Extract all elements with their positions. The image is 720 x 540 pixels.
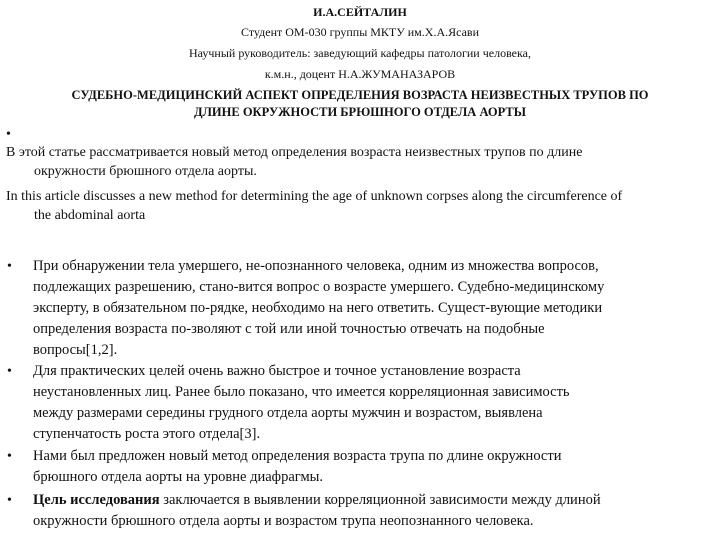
list-item-line: ступенчатость роста этого отдела[3]. [33,426,261,442]
list-item-line-rest: заключается в выявлении корреляционной зависимости между длиной [159,492,601,508]
list-item-line: брюшного отдела аорты на уровне диафрагмы. [33,469,324,485]
bullet-icon: • [7,449,12,464]
list-item-line: эксперту, в обязательном по-рядке, необходимо на него ответить. Сущест-вующие методики [33,300,603,316]
list-item-line [33,490,717,511]
list-item-text [33,361,717,445]
research-goal-label: Цель исследования [33,492,160,508]
article-title-line-2: ДЛИНЕ ОКРУЖНОСТИ БРЮШНОГО ОТДЕЛА АОРТЫ [194,105,526,119]
list-item-line: неустановленных лиц. Ранее было показано, что имеется корреляционная зависимость [33,384,570,400]
list-item-line: Для практических целей очень важно быстрое и точное установление возраста [33,363,521,379]
list-item-line: Нами был предложен новый метод определения возраста трупа по длине окружности [33,448,562,464]
list-item-text [33,446,717,488]
article-title [0,87,720,121]
list-item-line: подлежащих разрешению, стано-вится вопрос о возрасте умершего. Судебно-медицинскому [33,279,605,295]
bullet-icon: • [7,364,12,379]
bullet-icon: • [7,493,12,508]
list-item-text [33,490,717,532]
abstract-english-line-2: the abdominal aorta [34,208,146,223]
abstract-russian [6,143,714,181]
empty-bullet: • [6,127,11,142]
abstract-english-line-1: In this article discusses a new method for determining the age of unknown corpses along the circumference of [6,189,623,204]
abstract-russian-line-2: окружности брюшного отдела аорты. [34,164,257,179]
article-title-line-1: СУДЕБНО-МЕДИЦИНСКИЙ АСПЕКТ ОПРЕДЕЛЕНИЯ ВОЗРАСТА НЕИЗВЕСТНЫХ ТРУПОВ ПО [71,88,649,102]
list-item-line: определения возраста по-зволяют с той или иной точностью отвечать на подобные [33,321,545,337]
author-name: И.А.СЕЙТАЛИН [313,5,407,19]
list-item-line: При обнаружении тела умершего, не-опознанного человека, одним из множества вопросов, [33,258,599,274]
advisor-name-line: к.м.н., доцент Н.А.ЖУМАНАЗАРОВ [264,67,456,81]
abstract-russian-line-1: В этой статье рассматривается новый метод определения возраста неизвестных трупов по длине [6,145,583,160]
student-line: Студент ОМ-030 группы МКТУ им.Х.А.Ясави [240,25,479,39]
list-item-line: окружности брюшного отдела аорты и возрастом трупа неопознанного человека. [33,513,534,529]
list-item-line: вопросы[1,2]. [33,342,118,358]
abstract-english [6,187,714,225]
list-item-line: между размерами середины грудного отдела аорты мужчин и возрастом, выявлена [33,405,543,421]
bullet-icon: • [7,259,12,274]
advisor-line: Научный руководитель: заведующий кафедры патологии человека, [189,46,531,60]
list-item-text [33,256,717,361]
